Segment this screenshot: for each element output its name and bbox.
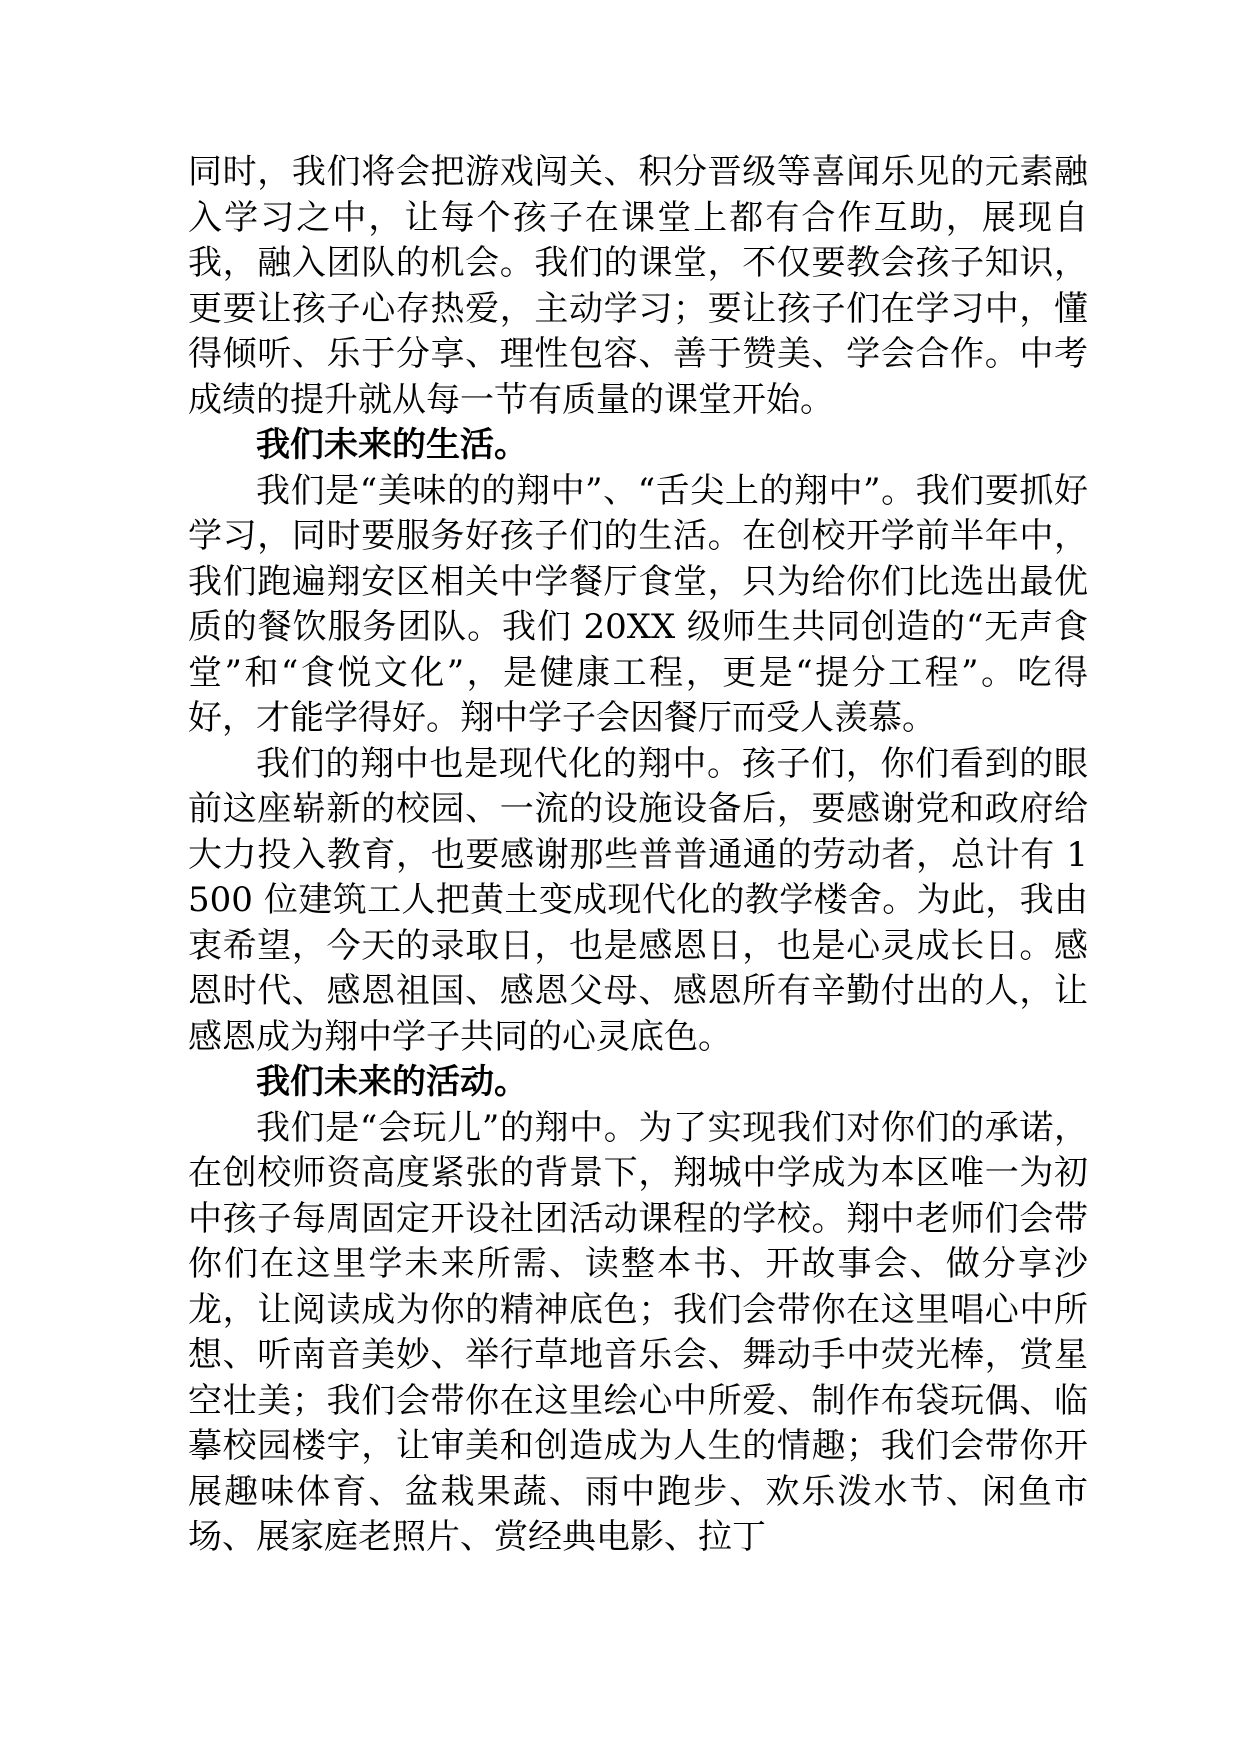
section-heading-life: 我们未来的生活。 xyxy=(256,425,528,465)
section-heading-activities: 我们未来的活动。 xyxy=(256,1062,528,1102)
paragraph-modern-school: 我们的翔中也是现代化的翔中。孩子们，你们看到的眼前这座崭新的校园、一流的设施设备后，要感谢党和政府给大力投入教育，也要感谢那些普普通通的劳动者，总计有 1500 位建筑工人把黄土变成现代化的教学楼舍。为此，我由衷希望，今天的录取日，也是感恩日，也是心灵成长日。感恩时代、感恩祖国、感恩父母、感恩所有辛勤付出的人，让感恩成为翔中学子共同的心灵底色。 xyxy=(188,743,1088,1057)
paragraph-activities: 我们是“会玩儿”的翔中。为了实现我们对你们的承诺，在创校师资高度紧张的背景下，翔城中学成为本区唯一为初中孩子每周固定开设社团活动课程的学校。翔中老师们会带你们在这里学未来所需、读整本书、开故事会、做分享沙龙，让阅读成为你的精神底色；我们会带你在这里唱心中所想、听南音美妙、举行草地音乐会、舞动手中荧光棒，赏星空壮美；我们会带你在这里绘心中所爱、制作布袋玩偶、临摹校园楼宇，让审美和创造成为人生的情趣；我们会带你开展趣味体育、盆栽果蔬、雨中跑步、欢乐泼水节、闲鱼市场、展家庭老照片、赏经典电影、拉丁 xyxy=(188,1107,1088,1557)
paragraph-classroom: 同时，我们将会把游戏闯关、积分晋级等喜闻乐见的元素融入学习之中，让每个孩子在课堂上都有合作互助，展现自我，融入团队的机会。我们的课堂，不仅要教会孩子知识，更要让孩子心存热爱，主动学习；要让孩子们在学习中，懂得倾听、乐于分享、理性包容、善于赞美、学会合作。中考成绩的提升就从每一节有质量的课堂开始。 xyxy=(188,152,1088,420)
document-body xyxy=(188,150,1088,1561)
paragraph-canteen: 我们是“美味的的翔中”、“舌尖上的翔中”。我们要抓好学习，同时要服务好孩子们的生活。在创校开学前半年中，我们跑遍翔安区相关中学餐厅食堂，只为给你们比选出最优质的餐饮服务团队。我们 20XX 级师生共同创造的“无声食堂”和“食悦文化”，是健康工程，更是“提分工程”。吃得好，才能学得好。翔中学子会因餐厅而受人羡慕。 xyxy=(188,470,1088,738)
